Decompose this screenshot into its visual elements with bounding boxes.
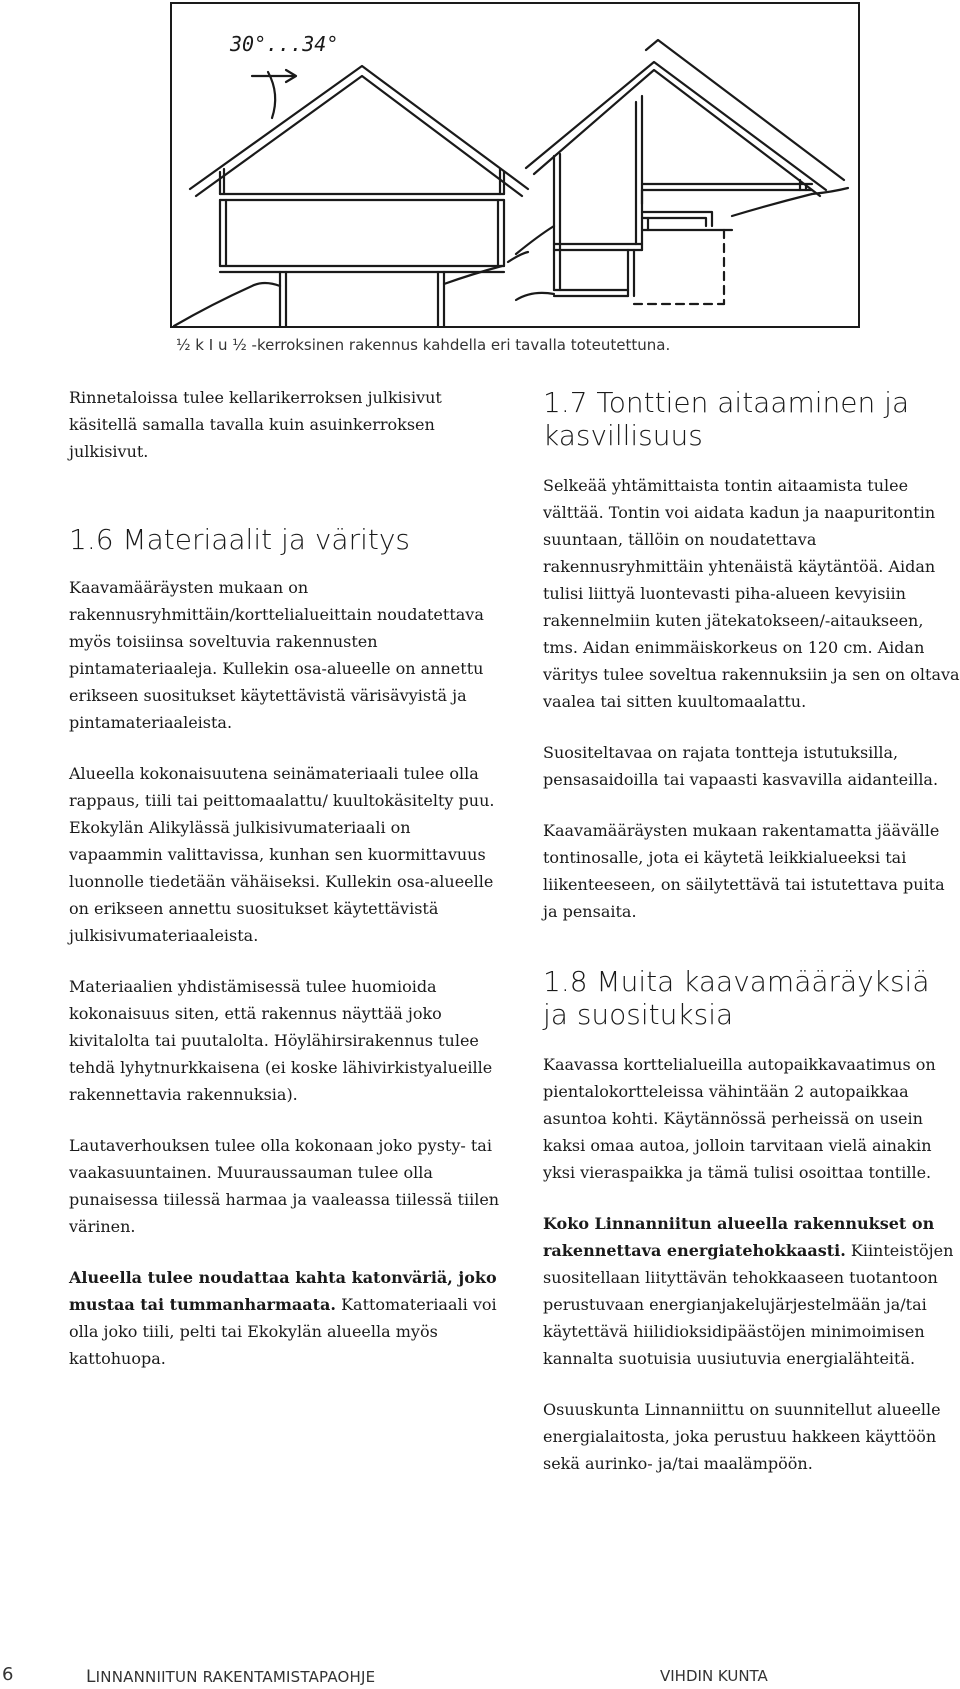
footer-title-rest: INNANNIITUN RAKENTAMISTAPAOHJE: [95, 1668, 376, 1686]
building-section-figure: [170, 2, 860, 328]
roof-color-rest: Kattomateriaali voi olla joko tiili, pelti tai Ekokylän alueella myös kattohuopa.: [69, 1295, 497, 1368]
energy-emphasis: Koko Linnanniitun alueella rakennukset on rakennettava energiatehokkaasti.: [543, 1214, 935, 1260]
energy-rest: Kiinteistöjen suositellaan liityttävän tehokkaaseen tuotantoon perustuvaan energianjakelujärjestelmään ja/tai käytettävä hiilidioksidipäästöjen minimoimisen kannalta suotuisia uusiutuvia energialähteitä.: [543, 1241, 954, 1368]
materials-paragraph-1: Kaavamääräysten mukaan on rakennusryhmittäin/korttelialueittain noudatettava myös toisiinsa soveltuvia rakennusten pintamateriaaleja. Kullekin osa-alueelle on annettu erikseen suositukset käytettävistä värisävyistä ja pintamateriaaleista.: [69, 578, 484, 732]
footer-municipality: VIHDIN KUNTA: [660, 1667, 768, 1685]
materials-paragraph-3: Materiaalien yhdistämisessä tulee huomioida kokonaisuus siten, että rakennus näyttää joko kivitalolta tai puutalolta. Höylähirsirakennus tulee tehdä lyhytnurkkaisena (ei koske lähivirkistyalueille rakennettavia rakennuksia).: [69, 977, 493, 1104]
fencing-paragraph-2: Suositeltavaa on rajata tontteja istutuksilla, pensasaidoilla tai vapaasti kasvavilla aidanteilla.: [543, 743, 939, 789]
materials-paragraph-4: Lautaverhouksen tulee olla kokonaan joko pysty- tai vaakasuuntainen. Muuraussauman tulee olla punaisessa tiilessä harmaa ja vaaleassa tiilessä tiilen värinen.: [69, 1136, 500, 1236]
footer-title-initial: L: [86, 1667, 96, 1687]
cooperative-paragraph: Osuuskunta Linnanniittu on suunnitellut alueelle energialaitosta, joka perustuu hakkeen käyttöön sekä aurinko- ja/tai maalämpöön.: [543, 1400, 941, 1473]
footer-document-title: [86, 1667, 375, 1687]
fencing-paragraph-3: Kaavamääräysten mukaan rakentamatta jäävälle tontinosalle, jota ei käytetä leikkialueeksi tai liikenteeseen, on säilytettävä tai istutettava puita ja pensaita.: [543, 821, 945, 921]
energy-paragraph: [543, 1210, 960, 1372]
page-number: 6: [2, 1664, 14, 1685]
intro-paragraph: Rinnetaloissa tulee kellarikerroksen julkisivut käsitellä samalla tavalla kuin asuinkerroksen julkisivut.: [69, 388, 442, 461]
materials-paragraph-2: Alueella kokonaisuutena seinämateriaali tulee olla rappaus, tiili tai peittomaalattu/ kuultokäsitelty puu. Ekokylän Alikylässä julkisivumateriaali on vapaammin valittavissa, kunhan sen kuormittavuus luonnolle tiedetään vähäiseksi. Kullekin osa-alueelle on erikseen annettu suositukset käytettävistä julkisivumateriaaleista.: [69, 764, 495, 945]
left-column: [69, 384, 509, 1396]
roof-color-emphasis: Alueella tulee noudattaa kahta katonväriä, joko mustaa tai tummanharmaata.: [69, 1268, 497, 1314]
section-heading-fencing: 1.7 Tonttien aitaaminen ja kasvillisuus: [543, 386, 910, 452]
parking-paragraph: Kaavassa korttelialueilla autopaikkavaatimus on pientalokortteleissa vähintään 2 autopaikkaa asuntoa kohti. Käytännössä perheissä on usein kaksi omaa autoa, jolloin tarvitaan vielä ainakin yksi vieraspaikka ja tämä tulisi osoittaa tontille.: [543, 1055, 936, 1182]
section-heading-materials: 1.6 Materiaalit ja väritys: [69, 523, 410, 556]
angle-label: 30°...34°: [230, 32, 339, 56]
right-column: [543, 386, 960, 1501]
figure-caption: ½ k I u ½ -kerroksinen rakennus kahdella eri tavalla toteutettuna.: [176, 336, 671, 354]
fencing-paragraph-1: Selkeää yhtämittaista tontin aitaamista tulee välttää. Tontin voi aidata kadun ja naapuritontin suuntaan, tällöin on noudatettava rakennusryhmittäin yhtenäistä käytäntöä. Aidan tulisi liittyä luontevasti piha-alueen kevyisiin rakennelmiin kuten jätekatokseen/-aitaukseen, tms. Aidan enimmäiskorkeus on 120 cm. Aidan väritys tulee soveltua rakennuksiin ja sen on oltava vaalea tai sitten kuultomaalattu.: [543, 476, 960, 711]
section-heading-other-regulations: 1.8 Muita kaavamääräyksiä ja suosituksia: [543, 965, 930, 1031]
roof-color-paragraph: [69, 1264, 509, 1372]
